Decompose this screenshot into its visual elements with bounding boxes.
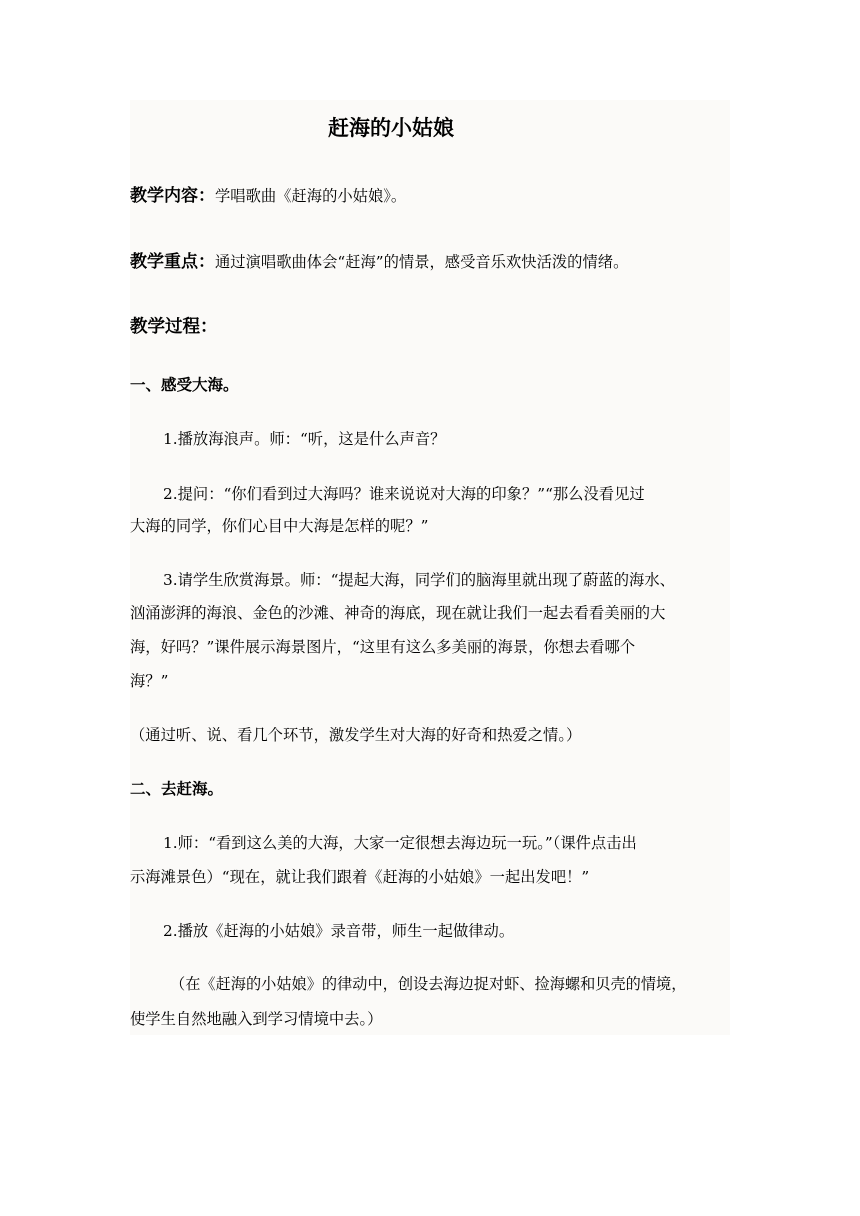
section-1-item-3-line-1: 3.请学生欣赏海景。师：“提起大海，同学们的脑海里就出现了蔚蓝的海水、 [163, 571, 675, 589]
document-title: 赶海的小姑娘 [328, 115, 454, 140]
section-1-note: （通过听、说、看几个环节，激发学生对大海的好奇和热爱之情。） [130, 726, 582, 744]
section-1-item-2-line-2: 大海的同学，你们心目中大海是怎样的呢？” [130, 517, 429, 535]
teaching-focus-text: 通过演唱歌曲体会“赶海”的情景，感受音乐欢快活泼的情绪。 [215, 253, 629, 271]
teaching-process-heading: 教学过程： [130, 317, 218, 337]
section-1-item-2-line-1: 2.提问：“你们看到过大海吗？谁来说说对大海的印象？”“那么没看见过 [163, 485, 645, 503]
section-2-item-1-line-2: 示海滩景色）“现在，就让我们跟着《赶海的小姑娘》一起出发吧！” [130, 868, 590, 886]
section-2-note-line-1: （在《赶海的小姑娘》的律动中，创设去海边捉对虾、捡海螺和贝壳的情境， [170, 975, 687, 993]
section-1-item-3-line-3: 海，好吗？”课件展示海景图片，“这里有这么多美丽的海景，你想去看哪个 [130, 638, 636, 656]
section-1-item-3-line-2: 汹涌澎湃的海浪、金色的沙滩、神奇的海底，现在就让我们一起去看看美丽的大 [130, 604, 666, 622]
section-2-heading: 二、去赶海。 [130, 779, 224, 798]
teaching-content [130, 181, 406, 206]
section-1-heading: 一、感受大海。 [130, 375, 239, 394]
teaching-content-label: 教学内容： [130, 186, 215, 206]
section-2-item-1-line-1: 1.师：“看到这么美的大海，大家一定很想去海边玩一玩。”（课件点击出 [163, 834, 637, 852]
section-2-note-line-2: 使学生自然地融入到学习情境中去。） [130, 1010, 383, 1028]
section-2-item-2: 2.播放《赶海的小姑娘》录音带，师生一起做律动。 [163, 922, 515, 940]
teaching-focus [130, 247, 628, 272]
section-1-item-1: 1.播放海浪声。师：“听，这是什么声音？ [163, 430, 446, 448]
section-1-item-3-line-4: 海？” [130, 672, 169, 690]
teaching-focus-label: 教学重点： [130, 252, 215, 272]
teaching-content-text: 学唱歌曲《赶海的小姑娘》。 [215, 187, 407, 205]
